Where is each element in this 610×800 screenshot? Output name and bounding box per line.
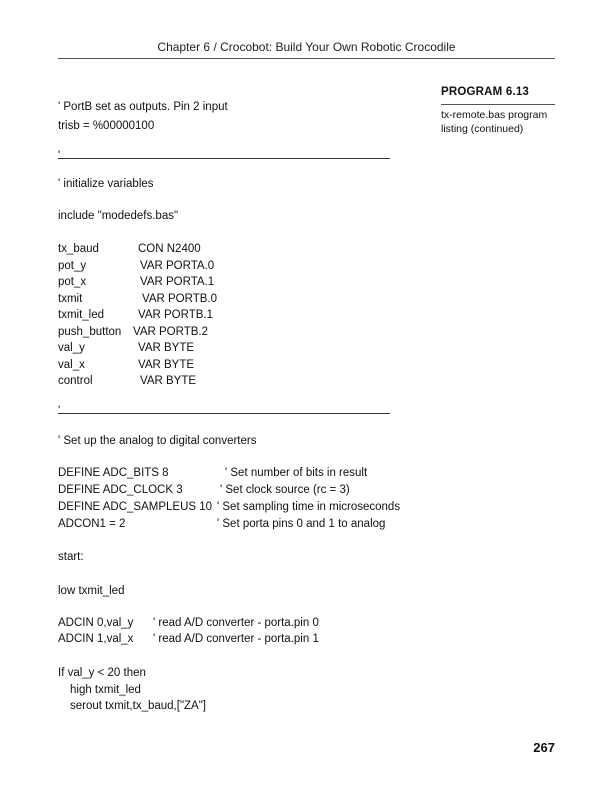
separator-tick: ': [58, 405, 61, 417]
code-serout: serout txmit,tx_baud,["ZA"]: [70, 700, 206, 712]
separator-line: [58, 158, 390, 159]
running-header: Chapter 6 / Crocobot: Build Your Own Robotic Crocodile: [157, 40, 456, 54]
adcin-stmt: ADCIN 1,val_x: [58, 633, 134, 645]
define-comment: ' Set sampling time in microseconds: [217, 501, 401, 513]
var-name: txmit: [58, 292, 83, 305]
program-title: PROGRAM 6.13: [441, 86, 530, 98]
var-name: txmit_led: [58, 309, 105, 321]
var-decl: VAR PORTB.2: [133, 325, 208, 338]
var-name: control: [58, 375, 93, 387]
define-comment: ' Set number of bits in result: [225, 467, 368, 479]
program-caption-line2: listing (continued): [441, 123, 524, 135]
define-stmt: DEFINE ADC_BITS 8: [58, 467, 169, 479]
var-decl: VAR BYTE: [138, 358, 195, 371]
var-decl: VAR PORTA.0: [140, 259, 215, 272]
adcin-comment: ' read A/D converter - porta.pin 1: [153, 633, 319, 645]
program-sidebar: [441, 86, 561, 136]
code-trisb: trisb = %00000100: [58, 120, 155, 132]
var-name: tx_baud: [58, 243, 99, 255]
define-comment: ' Set porta pins 0 and 1 to analog: [217, 518, 386, 530]
var-decl: VAR BYTE: [140, 375, 197, 387]
var-decl: VAR PORTA.1: [140, 276, 215, 288]
var-name: push_button: [58, 325, 122, 338]
program-caption-line1: tx-remote.bas program: [441, 109, 548, 121]
code-comment-adc: ' Set up the analog to digital converters: [58, 435, 257, 447]
define-stmt: DEFINE ADC_SAMPLEUS 10: [58, 501, 213, 513]
program-caption: [441, 108, 557, 136]
adcin-comment: ' read A/D converter - porta.pin 0: [153, 617, 319, 629]
code-high-led: high txmit_led: [70, 684, 141, 696]
var-name: pot_y: [58, 259, 87, 272]
code-comment-portb: ' PortB set as outputs. Pin 2 input: [58, 101, 228, 113]
code-include: include "modedefs.bas": [58, 210, 179, 222]
adcin-statements: [58, 616, 438, 650]
adc-defines: [58, 466, 438, 536]
header-rule: [58, 58, 555, 59]
separator-tick: ': [58, 150, 61, 162]
define-stmt: DEFINE ADC_CLOCK 3: [58, 484, 183, 496]
separator-line: [58, 413, 390, 414]
var-decl: CON N2400: [138, 243, 201, 255]
var-name: val_x: [58, 358, 85, 371]
var-decl: VAR PORTB.1: [138, 309, 213, 321]
define-comment: ' Set clock source (rc = 3): [220, 484, 350, 496]
program-rule: [441, 104, 555, 105]
code-comment-init: ' initialize variables: [58, 178, 154, 190]
var-decl: VAR BYTE: [138, 342, 195, 354]
var-name: val_y: [58, 342, 85, 354]
var-decl: VAR PORTB.0: [142, 292, 217, 305]
code-low-led: low txmit_led: [58, 585, 125, 597]
page-number: 267: [533, 740, 555, 755]
code-if-statement: If val_y < 20 then: [58, 667, 146, 679]
variable-declarations: [58, 242, 438, 392]
define-stmt: ADCON1 = 2: [58, 518, 126, 530]
code-start-label: start:: [58, 551, 84, 563]
var-name: pot_x: [58, 276, 87, 288]
adcin-stmt: ADCIN 0,val_y: [58, 617, 134, 629]
